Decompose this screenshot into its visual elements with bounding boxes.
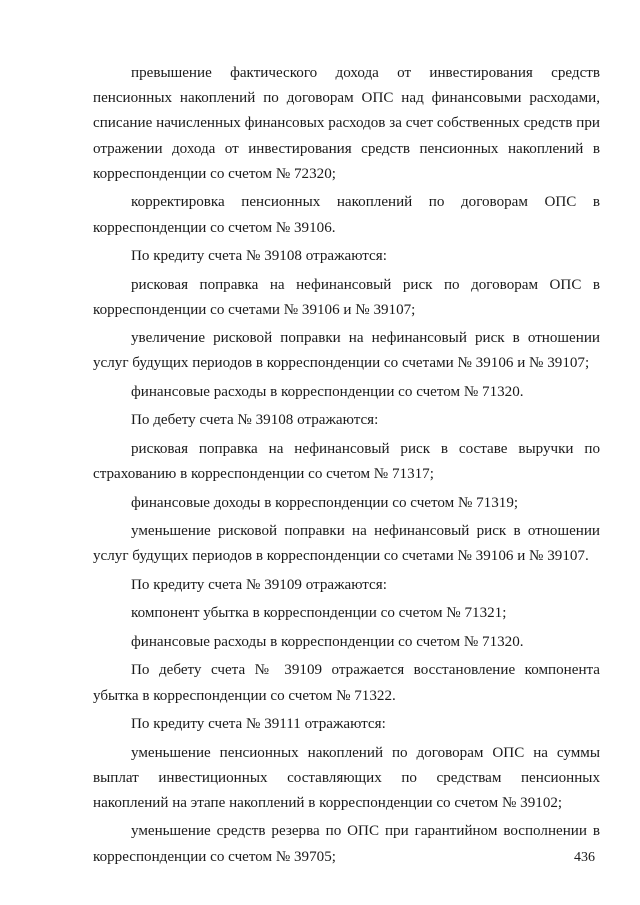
paragraph-excess-income: превышение фактического дохода от инвестирования средств пенсионных накоплений по договорам ОПС над финансовыми расходами, списание начисленных финансовых расходов за счет собственных средств при отражении дохода от инвестирования средств пенсионных накоплений в корреспонденции со счетом № 72320; xyxy=(93,65,600,182)
paragraph-financial-expenses-2: финансовые расходы в корреспонденции со счетом № 71320. xyxy=(131,633,524,650)
page-number: 436 xyxy=(574,850,595,865)
paragraph-risk-adjustment-ops: рисковая поправка на нефинансовый риск по договорам ОПС в корреспонденции со счетами № 39106 и № 39107; xyxy=(93,276,600,318)
heading-credit-39108: По кредиту счета № 39108 отражаются: xyxy=(131,248,387,265)
heading-credit-39109: По кредиту счета № 39109 отражаются: xyxy=(131,576,387,593)
paragraph-financial-expenses-1: финансовые расходы в корреспонденции со счетом № 71320. xyxy=(131,383,524,400)
body-text xyxy=(93,61,600,870)
paragraph-loss-component: компонент убытка в корреспонденции со счетом № 71321; xyxy=(131,605,507,622)
paragraph-pension-savings-decrease: уменьшение пенсионных накоплений по договорам ОПС на суммы выплат инвестиционных составляющих по средствам пенсионных накоплений на этапе накоплений в корреспонденции со счетом № 39102; xyxy=(93,744,600,811)
paragraph-adjustment: корректировка пенсионных накоплений по договорам ОПС в корреспонденции со счетом № 39106. xyxy=(93,194,600,236)
paragraph-reserve-decrease: уменьшение средств резерва по ОПС при гарантийном восполнении в корреспонденции со счетом № 39705; xyxy=(93,823,600,865)
paragraph-risk-adjustment-revenue: рисковая поправка на нефинансовый риск в составе выручки по страхованию в корреспонденции со счетом № 71317; xyxy=(93,440,600,483)
paragraph-financial-income: финансовые доходы в корреспонденции со счетом № 71319; xyxy=(131,494,519,511)
paragraph-risk-adjustment-decrease: уменьшение рисковой поправки на нефинансовый риск в отношении услуг будущих периодов в корреспонденции со счетами № 39106 и № 39107. xyxy=(93,523,600,565)
heading-debit-39108: По дебету счета № 39108 отражаются: xyxy=(131,412,379,429)
paragraph-debit-39109: По дебету счета № 39109 отражается восстановление компонента убытка в корреспонденции со счетом № 71322. xyxy=(93,662,600,704)
paragraph-risk-adjustment-increase: увеличение рисковой поправки на нефинансовый риск в отношении услуг будущих периодов в корреспонденции со счетами № 39106 и № 39107; xyxy=(93,330,600,372)
heading-credit-39111: По кредиту счета № 39111 отражаются: xyxy=(131,716,386,733)
